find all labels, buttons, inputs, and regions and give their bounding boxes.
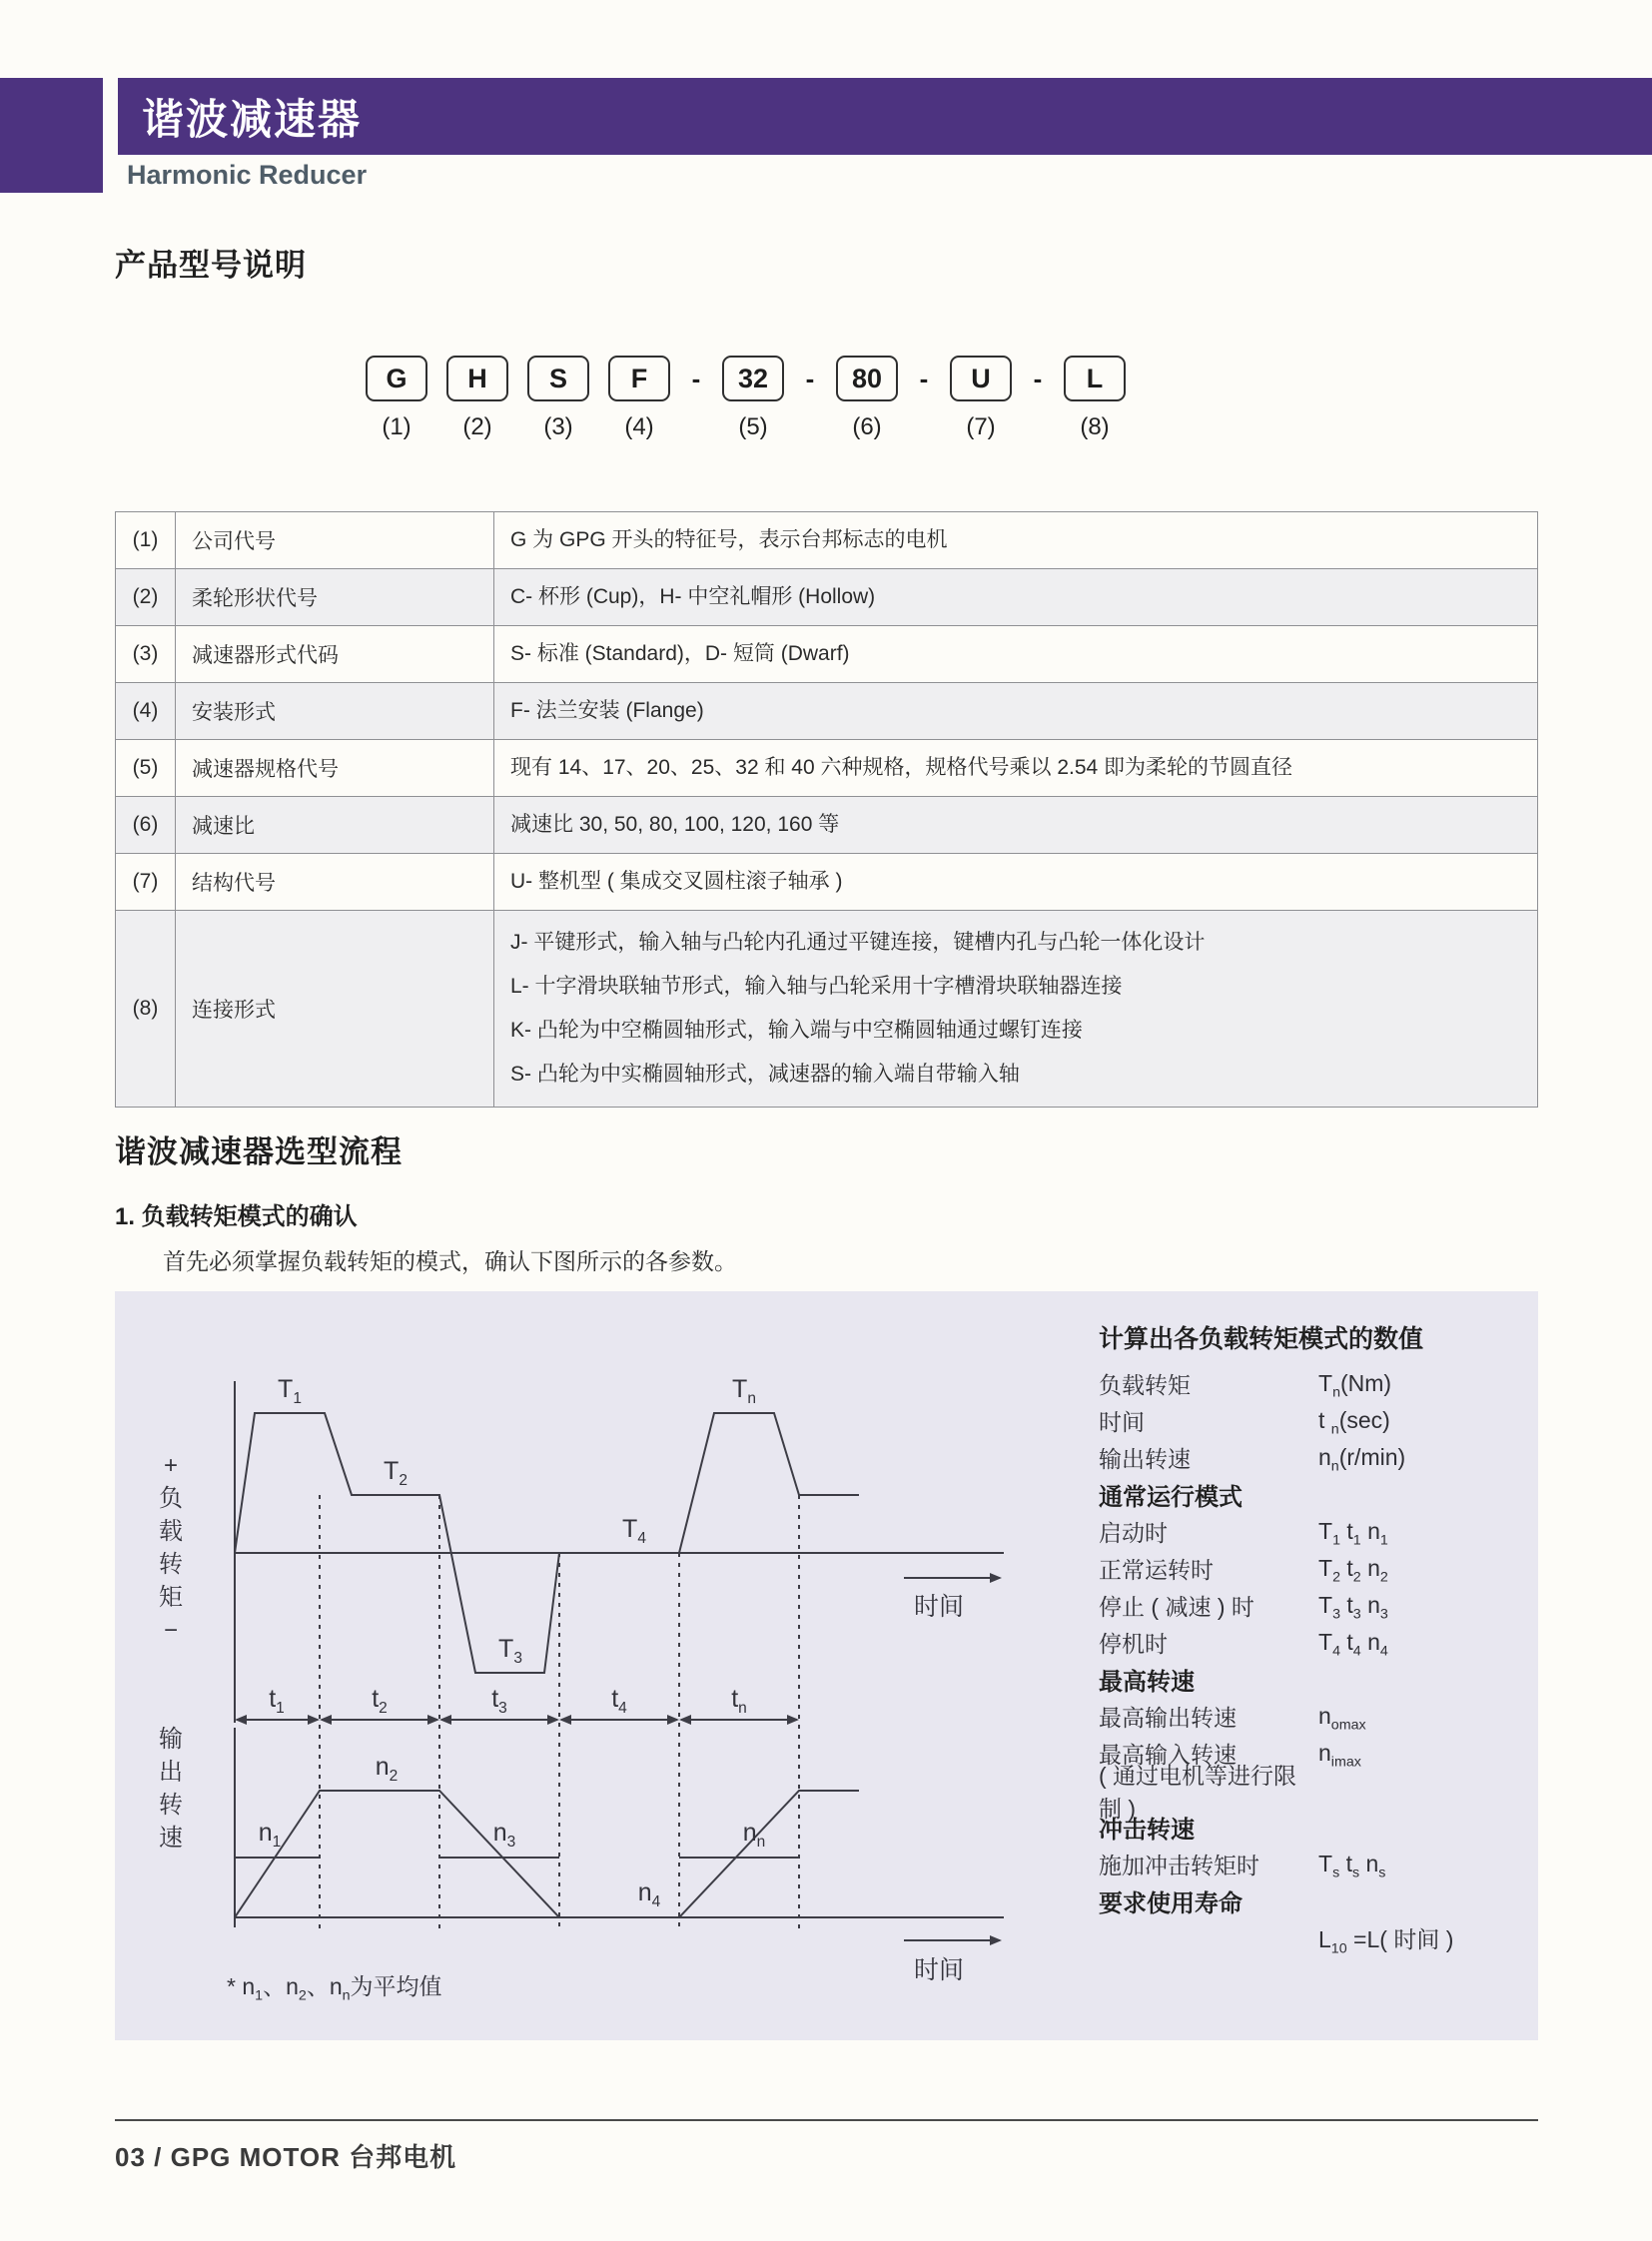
param-row: 启动时 $T_1$ $t_1$ $n_1$ [1099,1518,1388,1549]
table-row [116,512,1538,569]
code-part-3 [527,356,589,441]
param-row: 最高输入转速 $n_{imax}$ [1099,1740,1361,1771]
code-box: 32 [722,356,784,401]
param-section-heading: 冲击转速 [1099,1817,1195,1844]
footer-page-label: 03 / GPG MOTOR 台邦电机 [115,2142,457,2172]
param-row: 正常运转时 $T_2$ $t_2$ $n_2$ [1099,1555,1388,1586]
speed-label-n3: $n_3$ [492,1819,516,1851]
param-row: 输出转速 $n_n(r/\min)$ [1099,1444,1406,1475]
row-desc: F- 法兰安装 (Flange) [494,683,1538,740]
params-panel-title: 计算出各负载转矩模式的数值 [1099,1325,1424,1353]
selection-paragraph: 首先必须掌握负载转矩的模式，确认下图所示的各参数。 [163,1248,737,1274]
code-separator: - [691,364,701,393]
interval-label-tn: $t_n$ [731,1685,747,1717]
row-desc: J- 平键形式，输入轴与凸轮内孔通过平键连接，键槽内孔与凸轮一体化设计 L- 十字滑块联轴节形式，输入轴与凸轮采用十字槽滑块联轴器连接 K- 凸轮为中空椭圆轴形式，输入端与中空椭圆轴通过螺钉连接 S- 凸轮为中实椭圆轴形式，减速器的输入端自带输入轴 [494,911,1538,1108]
params-panel [1099,1319,1528,1956]
param-row: 停机时 $T_4$ $t_4$ $n_4$ [1099,1629,1388,1660]
param-row: 停止 ( 减速 ) 时 $T_3$ $t_3$ $n_3$ [1099,1592,1388,1623]
row-name: 减速比 [176,797,494,854]
footer-divider [115,2119,1538,2121]
row-name: 安装形式 [176,683,494,740]
torque-label-T4: $T_4$ [622,1515,646,1547]
param-row: ( 通过电机等进行限制 ) [1099,1762,1297,1822]
row-no: (8) [116,911,176,1108]
torque-label-T2: $T_2$ [384,1457,408,1489]
table-row [116,626,1538,683]
row-name: 公司代号 [176,512,494,569]
header-accent-block [0,78,103,193]
model-section-heading: 产品型号说明 [115,248,307,283]
interval-label-t1: $t_1$ [269,1685,285,1717]
time-label-torque: 时间 [914,1593,965,1621]
code-index: (2) [462,413,492,440]
code-part-6 [836,356,898,441]
param-section-heading: 要求使用寿命 [1099,1890,1242,1917]
speed-axis-label: 输出转速 [159,1726,183,1852]
row-name: 减速器形式代码 [176,626,494,683]
row-no: (1) [116,512,176,569]
speed-label-nn: $n_n$ [742,1819,766,1851]
page-title: 谐波减速器 [142,95,363,143]
torque-label-T1: $T_1$ [278,1375,302,1407]
row-no: (5) [116,740,176,797]
speed-label-n2: $n_2$ [375,1753,399,1785]
model-code-row [366,356,1126,441]
table-row [116,740,1538,797]
row-desc: 现有 14、17、20、25、32 和 40 六种规格，规格代号乘以 2.54 即为柔轮的节圆直径 [494,740,1538,797]
row-desc: C- 杯形 (Cup)，H- 中空礼帽形 (Hollow) [494,569,1538,626]
code-index: (8) [1080,413,1110,440]
row-name: 结构代号 [176,854,494,911]
code-box: L [1064,356,1126,401]
row-name: 柔轮形状代号 [176,569,494,626]
code-separator: - [805,364,815,393]
table-row [116,854,1538,911]
code-part-7 [950,356,1012,441]
code-part-2 [446,356,508,441]
interval-label-t2: $t_2$ [372,1685,388,1717]
table-row [116,683,1538,740]
code-part-8 [1064,356,1126,441]
torque-label-T3: $T_3$ [498,1635,522,1667]
minus-sign: − [163,1617,178,1644]
speed-label-n4: $n_4$ [637,1878,661,1910]
row-no: (4) [116,683,176,740]
time-label-speed: 时间 [914,1956,965,1984]
average-note: * $n_1$、$n_2$、$n_n$为平均值 [227,1973,442,2004]
code-box: 80 [836,356,898,401]
table-row [116,569,1538,626]
row-name: 连接形式 [176,911,494,1108]
code-index: (3) [543,413,573,440]
torque-axis-text: 负载转矩 [159,1485,183,1611]
code-box: H [446,356,508,401]
code-box: S [527,356,589,401]
code-part-5 [722,356,784,441]
code-box: F [608,356,670,401]
torque-label-Tn: $T_n$ [732,1375,756,1407]
plus-sign: + [163,1452,178,1479]
row-no: (2) [116,569,176,626]
load-torque-diagram [115,1291,1538,2040]
code-part-4 [608,356,670,441]
row-desc: G 为 GPG 开头的特征号，表示台邦标志的电机 [494,512,1538,569]
table-row [116,911,1538,1108]
code-index: (5) [738,413,768,440]
header-banner [118,78,1652,155]
param-row: 时间 t $_n$(sec) [1099,1407,1390,1438]
row-no: (7) [116,854,176,911]
row-no: (3) [116,626,176,683]
code-box: G [366,356,427,401]
selection-section-heading: 谐波减速器选型流程 [115,1134,403,1169]
row-desc: S- 标准 (Standard)，D- 短筒 (Dwarf) [494,626,1538,683]
interval-label-t4: $t_4$ [611,1685,627,1717]
param-section-heading: 最高转速 [1099,1669,1195,1696]
code-part-1 [366,356,427,441]
param-section-heading: 通常运行模式 [1099,1484,1242,1511]
row-desc: U- 整机型 ( 集成交叉圆柱滚子轴承 ) [494,854,1538,911]
code-index: (6) [852,413,882,440]
param-row: 负载转矩 $T_n(Nm)$ [1099,1370,1392,1401]
code-index: (4) [624,413,654,440]
row-name: 减速器规格代号 [176,740,494,797]
code-index: (1) [382,413,412,440]
code-box: U [950,356,1012,401]
row-desc: 减速比 30, 50, 80, 100, 120, 160 等 [494,797,1538,854]
param-row: 施加冲击转矩时 $T_s$ $t_s$ $n_s$ [1099,1851,1386,1881]
code-separator: - [1033,364,1043,393]
torque-axis-label [157,1449,185,1647]
model-spec-table [115,511,1538,1108]
selection-sub-heading: 1. 负载转矩模式的确认 [115,1203,358,1230]
param-row: $L_{10} =L$( 时间 ) [1318,1926,1454,1957]
table-row [116,797,1538,854]
speed-label-n1: $n_1$ [258,1819,282,1851]
code-separator: - [919,364,929,393]
row-no: (6) [116,797,176,854]
param-row: 最高输出转速 $n_{omax}$ [1099,1703,1366,1734]
page-subtitle-en: Harmonic Reducer [127,160,368,190]
interval-label-t3: $t_3$ [491,1685,507,1717]
code-index: (7) [966,413,996,440]
